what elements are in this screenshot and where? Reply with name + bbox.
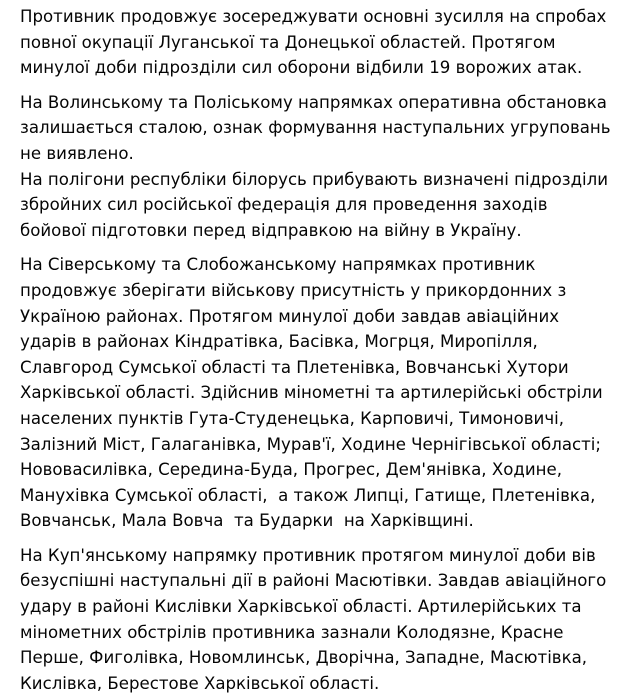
text-line: минулої доби підрозділи сил оборони відбили 19 ворожих атак. bbox=[20, 58, 583, 78]
text-line: Противник продовжує зосереджувати основні зусилля на спробах bbox=[20, 7, 607, 26]
text-line: Харківської області. Здійснив мінометні та артилерійські обстріли bbox=[20, 383, 603, 403]
text-line: Славгород Сумської області та Плетенівка, Вовчанські Хутори bbox=[20, 357, 569, 377]
text-line: населених пунктів Гута-Студенецька, Карповичі, Тимоновичі, bbox=[20, 408, 565, 428]
text-line: залишається сталою, ознак формування наступальних угруповань bbox=[20, 118, 611, 138]
paragraph-siversk-slobozhansk bbox=[20, 252, 610, 534]
text-line: мінометних обстрілів противника зазнали Колодязне, Красне bbox=[20, 622, 564, 642]
text-line: Манухівка Сумської області, а також Липці, Гатище, Плетенівка, bbox=[20, 485, 596, 505]
text-line: Кислівка, Берестове Харківської області. bbox=[20, 673, 380, 693]
paragraph-general-situation bbox=[20, 4, 610, 81]
text-line: Залізний Міст, Галаганівка, Мурав'ї, Ходине Чернігівської області; bbox=[20, 434, 601, 454]
text-line: не виявлено. bbox=[20, 143, 134, 163]
paragraph-volyn-polissia bbox=[20, 90, 610, 244]
text-line: ударів в районах Кіндратівка, Басівка, Могрця, Миропілля, bbox=[20, 332, 538, 352]
text-line: продовжує зберігати військову присутність у прикордонних з bbox=[20, 280, 567, 300]
text-line: Перше, Фиголівка, Новомлинськ, Дворічна, Западне, Масютівка, bbox=[20, 648, 588, 668]
text-line: повної окупації Луганської та Донецької областей. Протягом bbox=[20, 32, 556, 52]
text-line: На Волинському та Поліському напрямках оперативна обстановка bbox=[20, 92, 607, 112]
text-line: На Сіверському та Слобожанському напрямках противник bbox=[20, 255, 536, 275]
text-line: збройних сил російської федерація для проведення заходів bbox=[20, 195, 548, 215]
text-line: На полігони республіки білорусь прибувають визначені підрозділи bbox=[20, 169, 609, 189]
text-line: бойової підготовки перед відправкою на війну в Україну. bbox=[20, 220, 522, 240]
paragraph-kupiansk bbox=[20, 543, 610, 696]
text-line: удару в районі Кислівки Харківської області. Артилерійських та bbox=[20, 597, 582, 617]
text-line: Нововасилівка, Середина-Буда, Прогрес, Дем'янівка, Ходине, bbox=[20, 460, 562, 480]
text-line: Україною районах. Протягом минулої доби завдав авіаційних bbox=[20, 306, 560, 326]
text-line: безуспішні наступальні дії в районі Масютівки. Завдав авіаційного bbox=[20, 571, 607, 591]
text-line: Вовчанськ, Мала Вовча та Бударки на Харківщині. bbox=[20, 511, 474, 531]
text-line: На Куп'янському напрямку противник протягом минулої доби вів bbox=[20, 545, 596, 565]
